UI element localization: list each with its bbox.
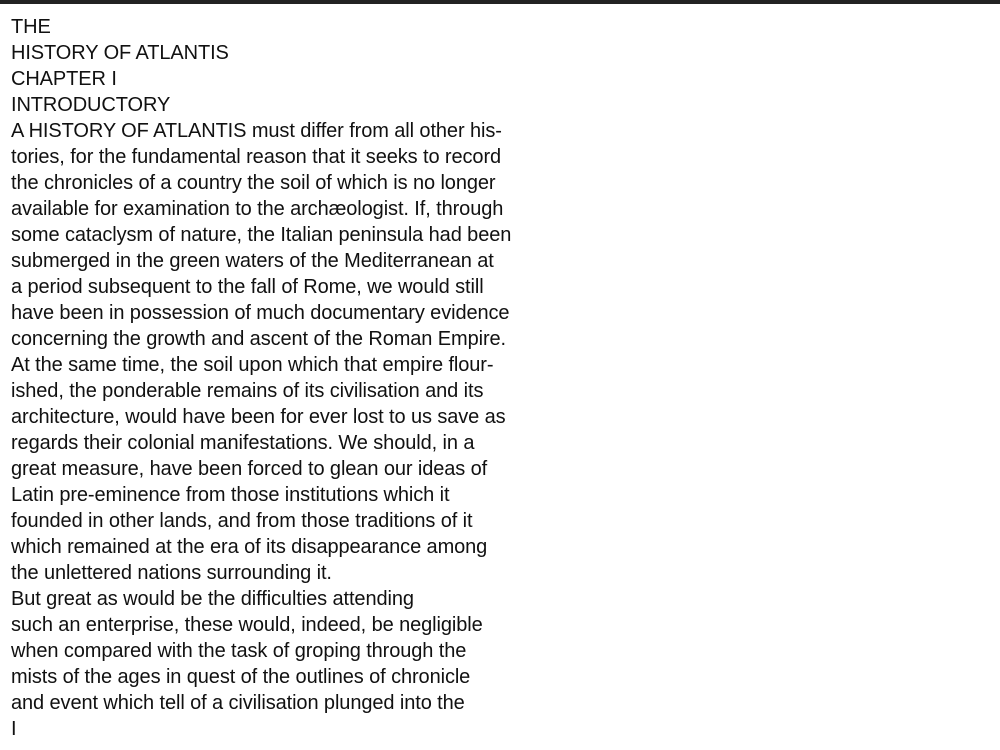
document-line-11: a period subsequent to the fall of Rome, we would still (11, 276, 484, 298)
document-line-24: such an enterprise, these would, indeed, be negligible (11, 614, 483, 636)
document-line-20: founded in other lands, and from those traditions of it (11, 510, 473, 532)
document-line-21: which remained at the era of its disappearance among (11, 536, 488, 558)
document-line-1: THE (11, 16, 51, 38)
document-line-18: great measure, have been forced to glean our ideas of (11, 458, 488, 480)
document-line-19: Latin pre-eminence from those institutions which it (11, 484, 450, 506)
document-line-27: and event which tell of a civilisation plunged into the (11, 692, 465, 714)
document-line-2: HISTORY OF ATLANTIS (11, 42, 229, 64)
document-line-17: regards their colonial manifestations. We should, in a (11, 432, 475, 454)
document-line-14: At the same time, the soil upon which that empire flour- (11, 354, 494, 376)
document-text (11, 14, 991, 742)
document-line-8: available for examination to the archæologist. If, through (11, 198, 504, 220)
document-line-3: CHAPTER I (11, 68, 117, 90)
document-line-25: when compared with the task of groping through the (11, 640, 467, 662)
document-line-13: concerning the growth and ascent of the Roman Empire. (11, 328, 506, 350)
document-line-16: architecture, would have been for ever lost to us save as (11, 406, 506, 428)
document-line-4: INTRODUCTORY (11, 94, 171, 116)
document-line-28: I (11, 718, 17, 740)
document-line-12: have been in possession of much documentary evidence (11, 302, 510, 324)
document-line-10: submerged in the green waters of the Mediterranean at (11, 250, 494, 272)
document-line-7: the chronicles of a country the soil of which is no longer (11, 172, 496, 194)
document-line-9: some cataclysm of nature, the Italian peninsula had been (11, 224, 512, 246)
document-line-5: A HISTORY OF ATLANTIS must differ from all other his- (11, 120, 502, 142)
document-line-6: tories, for the fundamental reason that it seeks to record (11, 146, 502, 168)
document-line-23: But great as would be the difficulties attending (11, 588, 414, 610)
document-line-15: ished, the ponderable remains of its civilisation and its (11, 380, 484, 402)
document-line-26: mists of the ages in quest of the outlines of chronicle (11, 666, 471, 688)
document-line-22: the unlettered nations surrounding it. (11, 562, 332, 584)
top-border (0, 0, 1000, 4)
